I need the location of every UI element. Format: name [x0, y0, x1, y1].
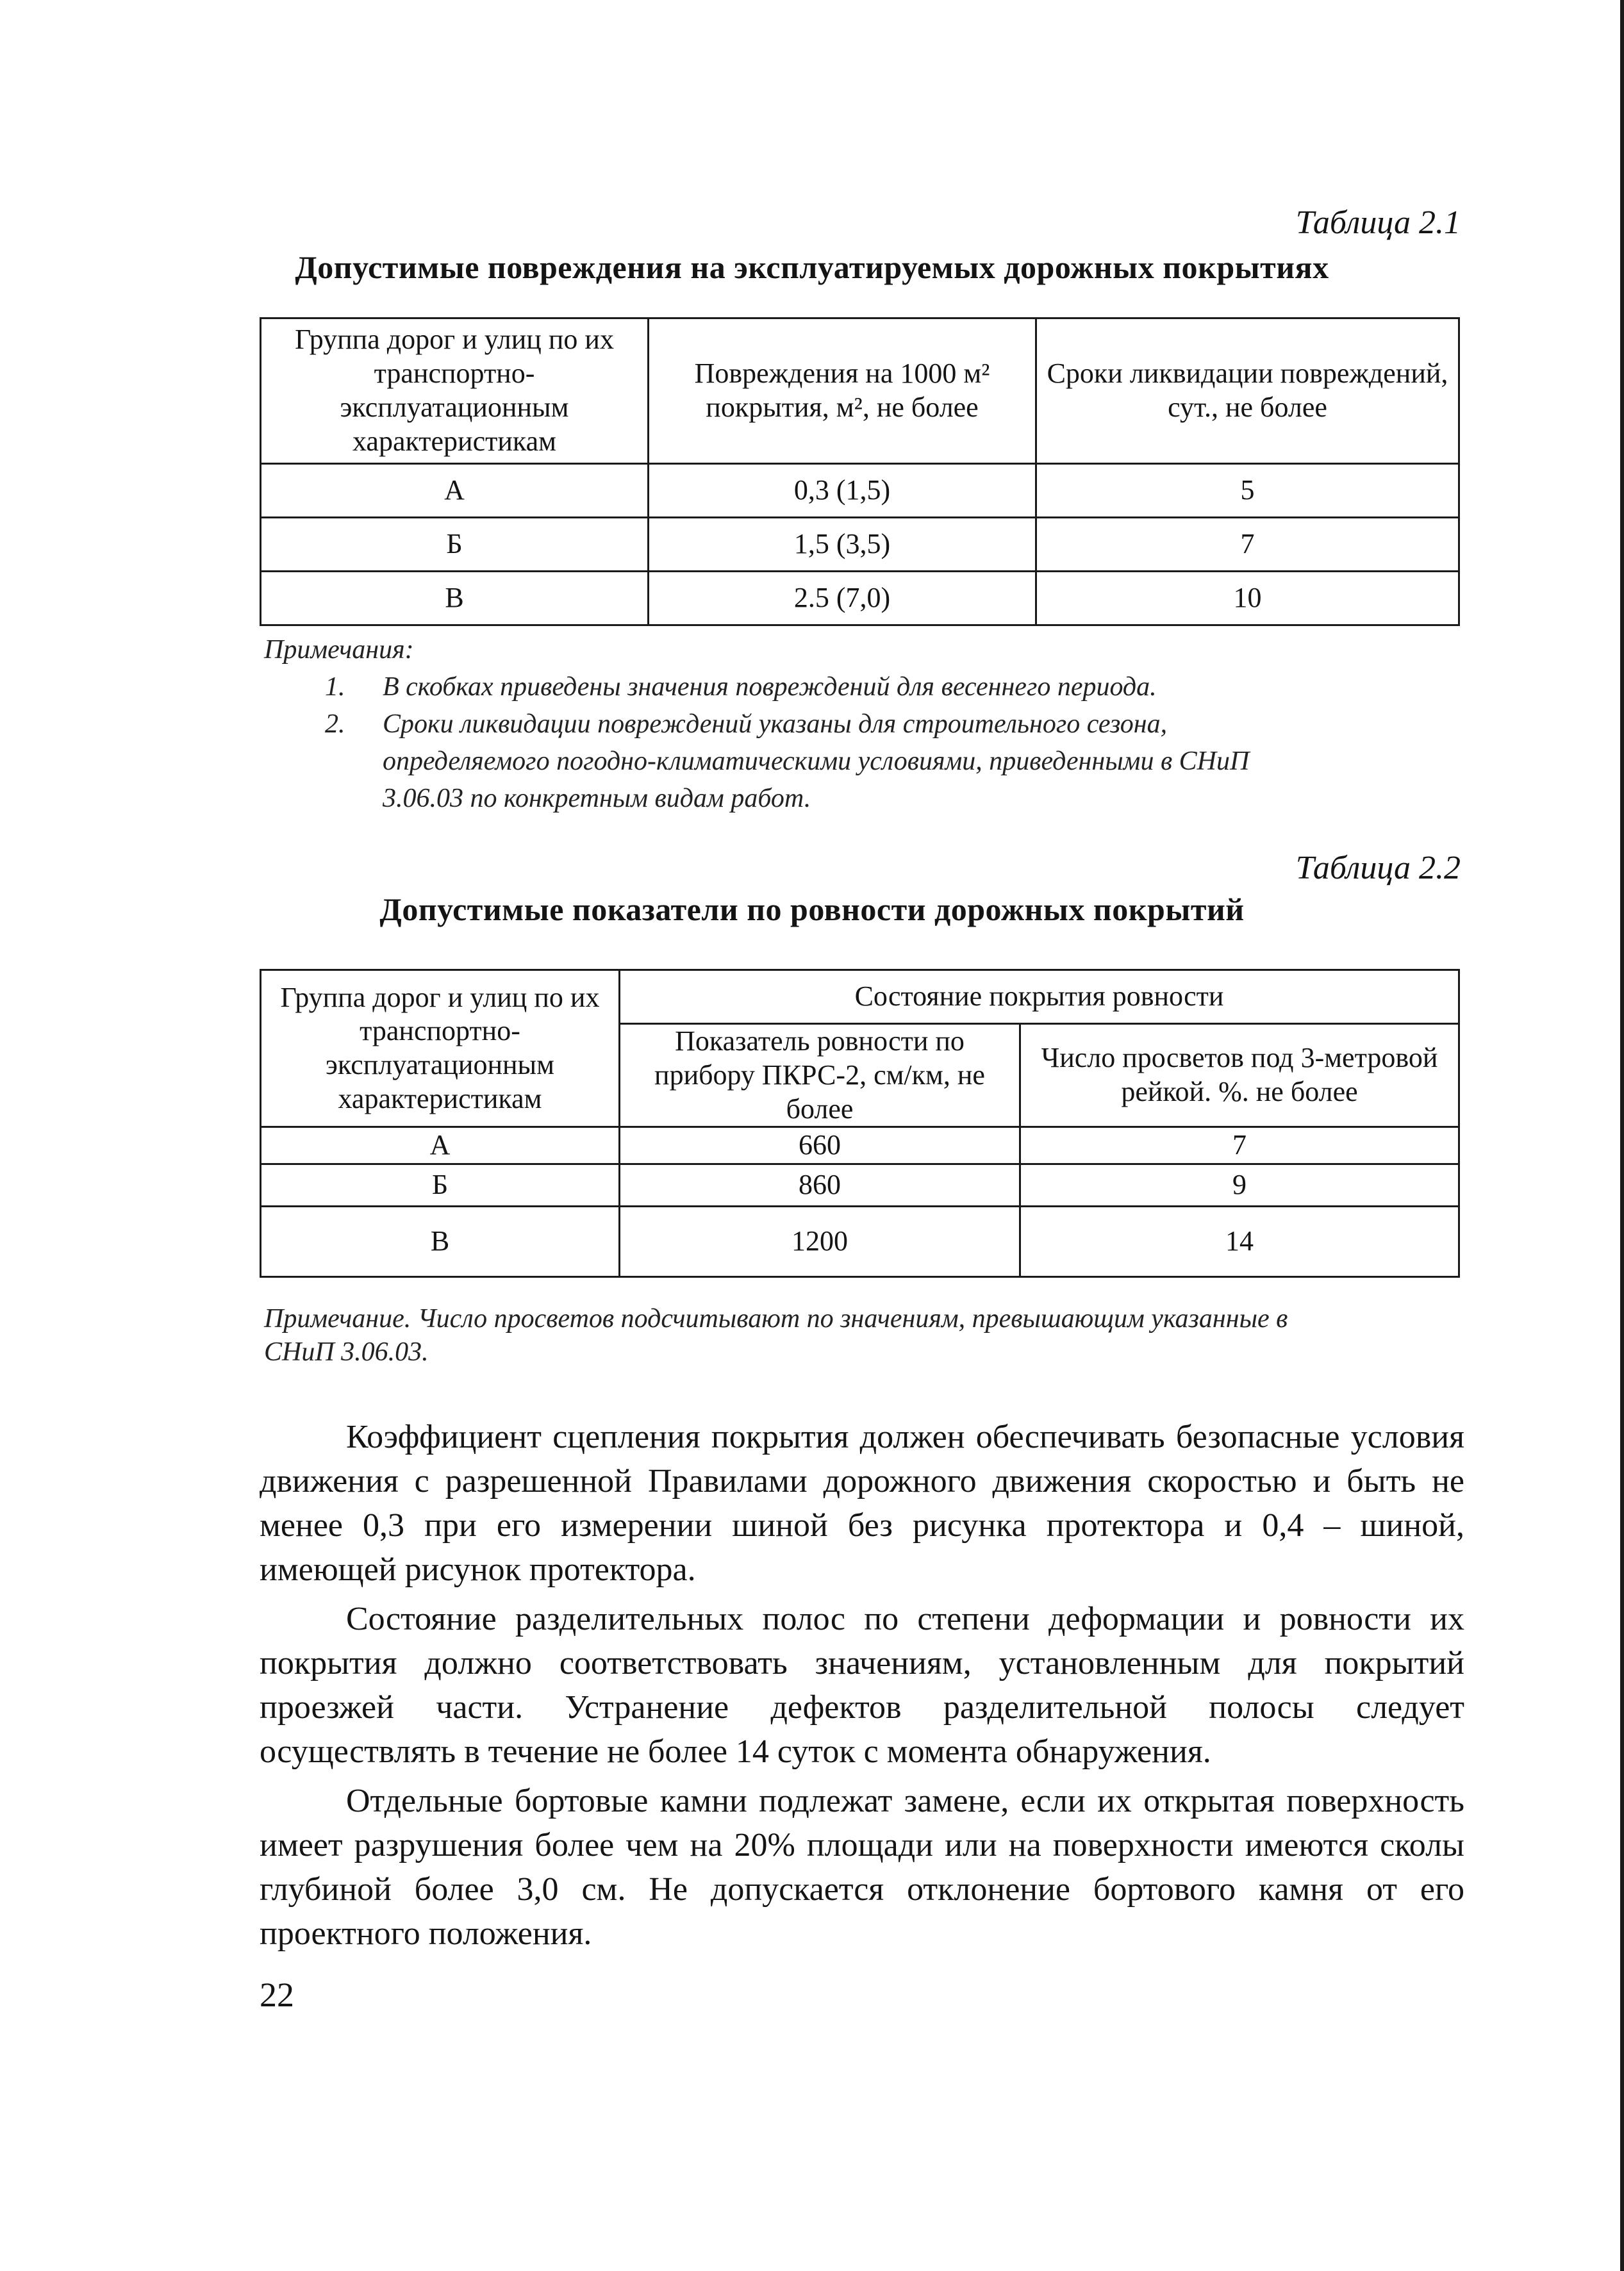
table2-header-index: Показатель ровности по прибору ПКРС-2, см/км, не более	[620, 1024, 1020, 1127]
table1-cell: В	[261, 572, 649, 625]
table2-cell: 7	[1020, 1127, 1459, 1164]
note-text: В скобках приведены значения повреждений для весеннего периода.	[383, 672, 1157, 702]
table2-cell: В	[261, 1207, 620, 1277]
table2-note	[264, 1302, 1469, 1369]
table-row	[261, 1207, 1459, 1277]
note-text: определяемого погодно-климатическими условиями, приведенными в СНиП	[383, 747, 1250, 776]
table2-cell: 14	[1020, 1207, 1459, 1277]
table2	[260, 969, 1460, 1278]
note-item	[264, 706, 1418, 743]
table1-cell: 1,5 (3,5)	[649, 518, 1036, 572]
table1-cell: А	[261, 464, 649, 518]
table2-title: Допустимые показатели по ровности дорожных покрытий	[379, 891, 1245, 927]
table1	[260, 317, 1460, 626]
scan-edge	[1620, 0, 1624, 2271]
table2-header-state: Состояние покрытия ровности	[620, 970, 1459, 1024]
paragraph: Отдельные бортовые камни подлежат замене, если их открытая поверхность имеет разрушения более чем на 20% площади или на поверхности имеются сколы глубиной более 3,0 см. Не допускается отклонение бортового камня от его проектного положения.	[260, 1783, 1464, 1952]
notes-label: Примечания:	[264, 635, 414, 665]
table1-cell: 10	[1036, 572, 1459, 625]
table1-header-terms: Сроки ликвидации повреждений, сут., не более	[1036, 318, 1459, 464]
note-item	[264, 668, 1418, 706]
note-number: 2.	[325, 709, 345, 739]
table2-cell: 9	[1020, 1164, 1459, 1207]
table1-cell: 7	[1036, 518, 1459, 572]
table-row	[261, 1127, 1459, 1164]
note-text: Примечание. Число просветов подсчитывают по значениям, превышающим указанные в	[264, 1304, 1288, 1334]
page-number: 22	[260, 1976, 294, 2014]
table1-header-group: Группа дорог и улиц по их транспортно-эксплуатационным характеристикам	[261, 318, 649, 464]
table1-title: Допустимые повреждения на эксплуатируемых дорожных покрытиях	[295, 249, 1329, 285]
table2-cell: 860	[620, 1164, 1020, 1207]
table-row	[261, 1164, 1459, 1207]
note-text: СНиП 3.06.03.	[264, 1337, 429, 1367]
note-text: 3.06.03 по конкретным видам работ.	[383, 784, 811, 813]
table-row	[261, 572, 1459, 625]
table1-cell: Б	[261, 518, 649, 572]
table1-header-damage: Повреждения на 1000 м² покрытия, м², не более	[649, 318, 1036, 464]
body-text	[260, 1415, 1464, 1956]
table-row	[261, 464, 1459, 518]
table2-header-group: Группа дорог и улиц по их транспортно-эксплуатационным характеристикам	[261, 970, 620, 1127]
table2-cell: 660	[620, 1127, 1020, 1164]
table1-cell: 5	[1036, 464, 1459, 518]
note-text: Сроки ликвидации повреждений указаны для строительного сезона,	[383, 709, 1168, 739]
table2-cell: А	[261, 1127, 620, 1164]
table2-ref: Таблица 2.2	[1295, 850, 1461, 886]
table1-cell: 0,3 (1,5)	[649, 464, 1036, 518]
table1-cell: 2.5 (7,0)	[649, 572, 1036, 625]
table1-ref: Таблица 2.1	[1295, 204, 1461, 241]
table2-header-gaps: Число просветов под 3-метровой рейкой. %. не более	[1020, 1024, 1459, 1127]
table2-cell: 1200	[620, 1207, 1020, 1277]
table-row	[261, 518, 1459, 572]
table2-cell: Б	[261, 1164, 620, 1207]
paragraph: Коэффициент сцепления покрытия должен обеспечивать безопасные условия движения с разрешенной Правилами дорожного движения скоростью и быть не менее 0,3 при его измерении шиной без рисунка протектора и 0,4 – шиной, имеющей рисунок протектора.	[260, 1419, 1464, 1588]
note-number: 1.	[325, 672, 345, 702]
paragraph: Состояние разделительных полос по степени деформации и ровности их покрытия должно соответствовать значениям, установленным для покрытий проезжей части. Устранение дефектов разделительной полосы следует осуществлять в течение не более 14 суток с момента обнаружения.	[260, 1601, 1464, 1770]
table1-notes	[264, 631, 1418, 817]
